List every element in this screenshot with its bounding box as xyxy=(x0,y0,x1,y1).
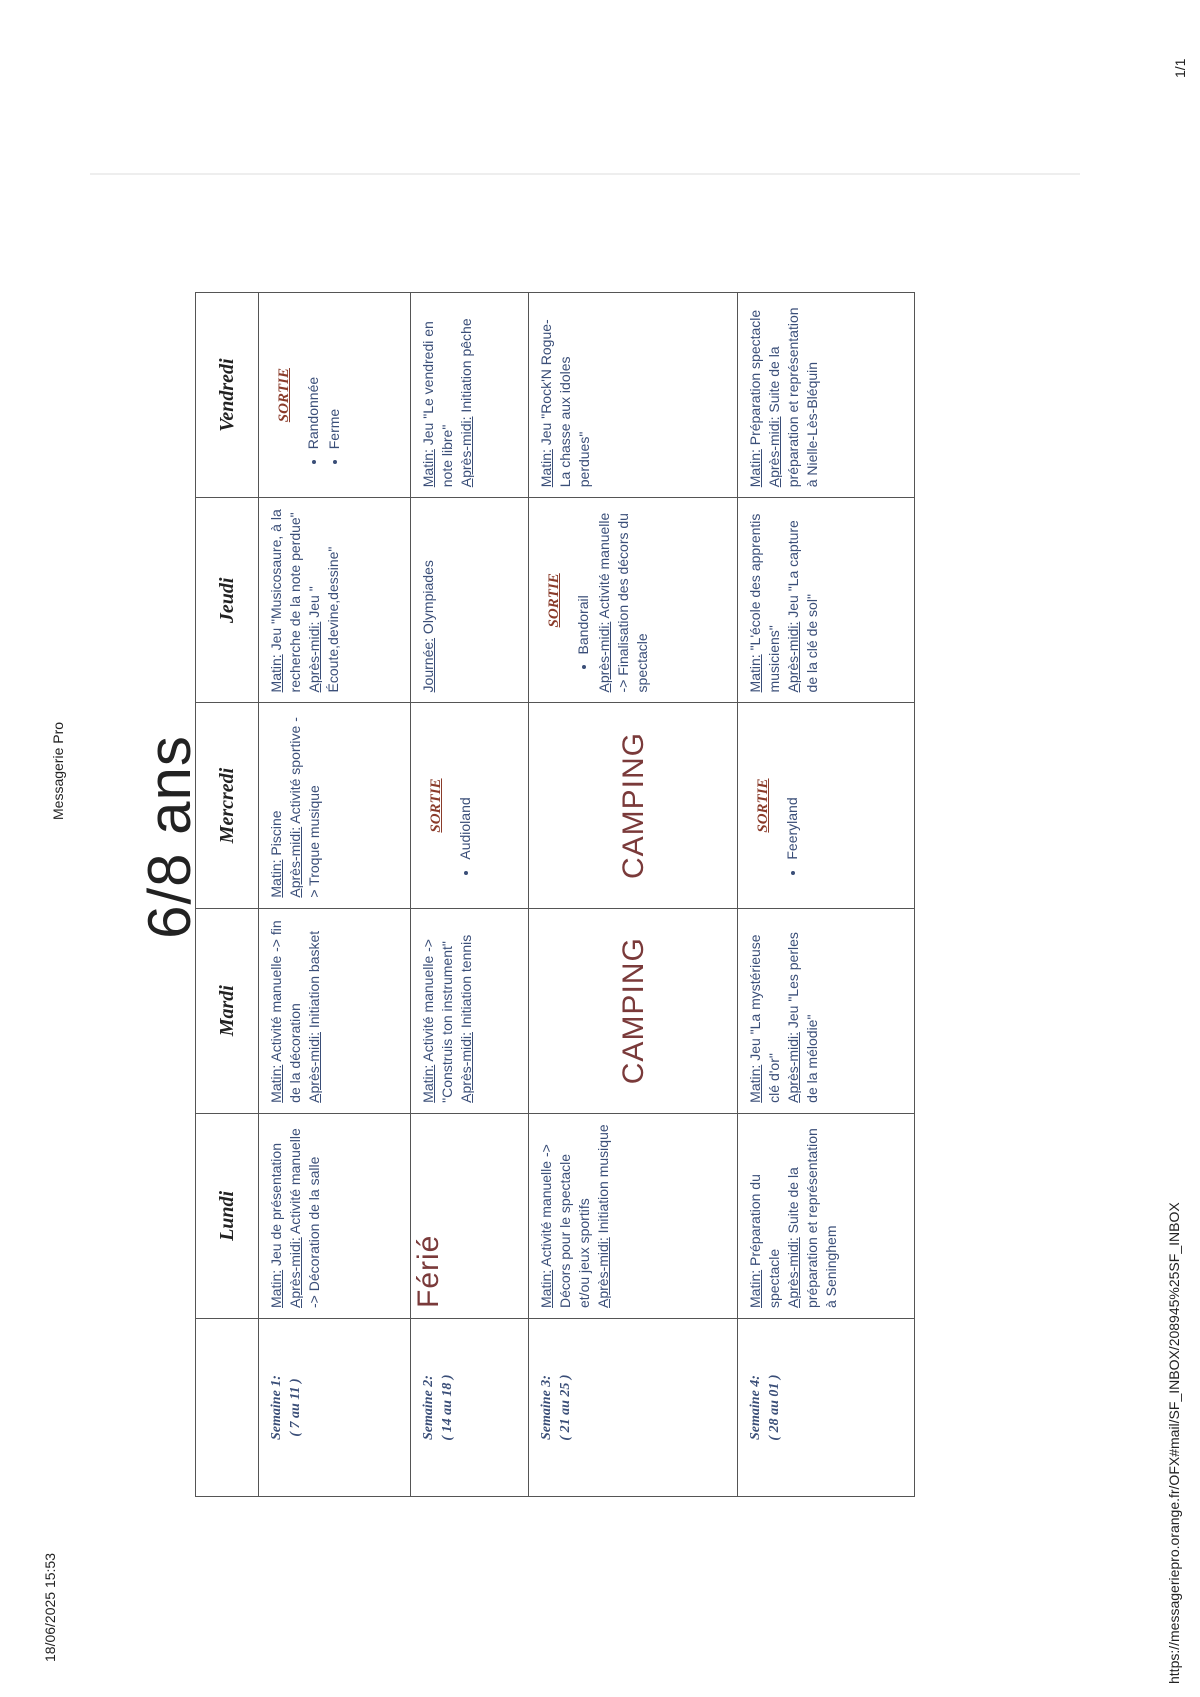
cell-text: Piscine xyxy=(268,810,284,860)
week-name: Semaine 4: xyxy=(747,1375,763,1440)
cell-label: Après-midi: xyxy=(596,621,613,693)
cell-label: Après-midi: xyxy=(287,826,303,898)
header-day: Mercredi xyxy=(196,703,259,908)
sortie-label: SORTIE xyxy=(276,368,292,423)
planning-table xyxy=(195,292,915,1497)
cell-vendredi xyxy=(410,293,529,498)
header-day: Mardi xyxy=(196,908,259,1113)
week-range: ( 28 au 01 ) xyxy=(766,1374,782,1441)
week-range: ( 7 au 11 ) xyxy=(288,1378,303,1437)
list-item: • Ferme xyxy=(325,303,344,449)
cell-text: Suite de la préparation et représentation à Seninghem xyxy=(784,1128,839,1308)
cell-mercredi xyxy=(737,703,914,908)
cell-text: Activité manuelle -> Finalisation des décors du spectacle xyxy=(596,512,651,693)
cell-label: Matin: xyxy=(268,859,284,898)
cell-label: Après-midi: xyxy=(306,1032,322,1103)
cell-label: Après-midi: xyxy=(595,1237,612,1308)
cell-text: Initiation basket xyxy=(306,930,322,1033)
cell-lundi xyxy=(529,1113,738,1318)
cell-lundi xyxy=(737,1113,914,1318)
week-label xyxy=(737,1319,914,1497)
print-page-number: 1/1 xyxy=(1172,58,1188,78)
cell-label: Après-midi: xyxy=(784,1237,801,1308)
cell-label: Après-midi: xyxy=(306,621,322,693)
sortie-label: SORTIE xyxy=(546,573,563,628)
week-label xyxy=(410,1319,529,1497)
week-name: Semaine 3: xyxy=(539,1375,555,1440)
cell-jeudi xyxy=(410,498,529,703)
camping-label: CAMPING xyxy=(616,732,650,880)
cell-text: Olympiades xyxy=(419,560,436,638)
sortie-label: SORTIE xyxy=(754,778,771,833)
cell-label: Après-midi: xyxy=(287,1237,303,1308)
sortie-list xyxy=(783,713,802,897)
sortie-list xyxy=(456,713,475,897)
landscape-page xyxy=(125,0,1200,1697)
cell-lundi xyxy=(259,1113,411,1318)
week-range: ( 14 au 18 ) xyxy=(439,1374,455,1441)
header-day: Vendredi xyxy=(196,293,259,498)
sortie-label: SORTIE xyxy=(427,778,444,833)
week-label xyxy=(529,1319,738,1497)
cell-label: Matin: xyxy=(268,654,284,693)
cell-label: Après-midi: xyxy=(765,416,782,488)
cell-mercredi xyxy=(529,703,738,908)
list-item: • Bandorail xyxy=(574,508,593,654)
header-row xyxy=(196,293,259,1497)
cell-text: Initiation tennis xyxy=(457,934,474,1033)
week-range: ( 21 au 25 ) xyxy=(558,1374,574,1441)
cell-text: Jeu " Écoute,devine,dessine" xyxy=(306,546,341,693)
cell-label: Matin: xyxy=(746,449,763,488)
cell-mardi xyxy=(529,908,738,1113)
list-item: • Randonnée xyxy=(304,303,323,449)
ferie-label: Férié xyxy=(411,1234,445,1308)
cell-text: Activité manuelle -> "Construis ton instrument" xyxy=(419,939,455,1103)
cell-text: Préparation du spectacle xyxy=(746,1174,782,1308)
sortie-list xyxy=(304,303,344,487)
print-date: 18/06/2025 15:53 xyxy=(42,1553,58,1662)
cell-text: Activité manuelle -> Décoration de la salle xyxy=(287,1128,322,1308)
camping-label: CAMPING xyxy=(616,937,650,1085)
cell-vendredi xyxy=(259,293,411,498)
cell-label: Après-midi: xyxy=(457,1032,474,1103)
week-name: Semaine 1: xyxy=(269,1375,284,1440)
table-row xyxy=(259,293,411,1497)
cell-label: Matin: xyxy=(538,449,555,488)
cell-label: Matin: xyxy=(268,1269,284,1308)
cell-label: Matin: xyxy=(419,1064,436,1103)
cell-label: Matin: xyxy=(268,1064,284,1103)
list-item: • Feeryland xyxy=(783,713,802,859)
cell-text: Préparation spectacle xyxy=(746,309,763,450)
header-day: Lundi xyxy=(196,1113,259,1318)
sortie-list xyxy=(574,508,593,692)
header-day: Jeudi xyxy=(196,498,259,703)
cell-mardi xyxy=(737,908,914,1113)
cell-text: Jeu de présentation xyxy=(268,1143,284,1270)
cell-mercredi xyxy=(259,703,411,908)
table-row xyxy=(410,293,529,1497)
cell-label: Après-midi: xyxy=(784,1032,801,1103)
cell-text: Jeu "Le vendredi en note libre" xyxy=(419,321,455,488)
list-item: • Audioland xyxy=(456,713,475,859)
cell-label: Matin: xyxy=(419,449,436,488)
cell-jeudi xyxy=(737,498,914,703)
cell-jeudi xyxy=(529,498,738,703)
table-row xyxy=(529,293,738,1497)
cell-label: Journée: xyxy=(419,637,436,693)
cell-lundi xyxy=(410,1113,529,1318)
cell-mercredi xyxy=(410,703,529,908)
cell-label: Après-midi: xyxy=(784,621,801,693)
cell-text: Initiation pêche xyxy=(457,318,474,417)
cell-text: Initiation musique xyxy=(595,1124,612,1238)
cell-vendredi xyxy=(737,293,914,498)
cell-text: "L'école des apprentis musiciens" xyxy=(746,513,782,693)
cell-label: Matin: xyxy=(538,1269,555,1308)
document-title: 6/8 ans xyxy=(136,735,203,939)
cell-text: Activité manuelle -> fin de la décoration xyxy=(268,920,303,1103)
cell-label: Après-midi: xyxy=(457,416,474,488)
cell-text: Jeu "Musicosaure, à la recherche de la note perdue" xyxy=(268,509,303,693)
cell-mardi xyxy=(410,908,529,1113)
cell-label: Matin: xyxy=(746,1064,763,1103)
cell-text: Jeu "Les perles de la mélodie" xyxy=(784,932,820,1103)
print-url: https://messageriepro.orange.fr/OFX#mail/SF_INBOX/208945%25SF_INBOX xyxy=(1166,1202,1182,1684)
week-name: Semaine 2: xyxy=(420,1375,436,1440)
cell-mardi xyxy=(259,908,411,1113)
cell-text: Suite de la préparation et représentation à Nielle-Lès-Bléquin xyxy=(765,307,820,488)
cell-text: Activité sportive -> Troque musique xyxy=(287,717,322,898)
cell-jeudi xyxy=(259,498,411,703)
cell-text: Activité manuelle -> Décors pour le spectacle et/ou jeux sportifs xyxy=(538,1144,593,1308)
week-label xyxy=(259,1319,411,1497)
cell-label: Matin: xyxy=(746,1269,763,1308)
cell-vendredi xyxy=(529,293,738,498)
header-empty xyxy=(196,1319,259,1497)
cell-text: Jeu "La capture de la clé de sol" xyxy=(784,520,820,693)
table-row xyxy=(737,293,914,1497)
cell-label: Matin: xyxy=(746,654,763,693)
cell-text: Jeu "Rock'N Rogue- La chasse aux idoles perdues" xyxy=(538,319,593,488)
print-title: Messagerie Pro xyxy=(50,721,66,820)
cell-text: Jeu "La mystérieuse clé d'or" xyxy=(746,934,782,1103)
